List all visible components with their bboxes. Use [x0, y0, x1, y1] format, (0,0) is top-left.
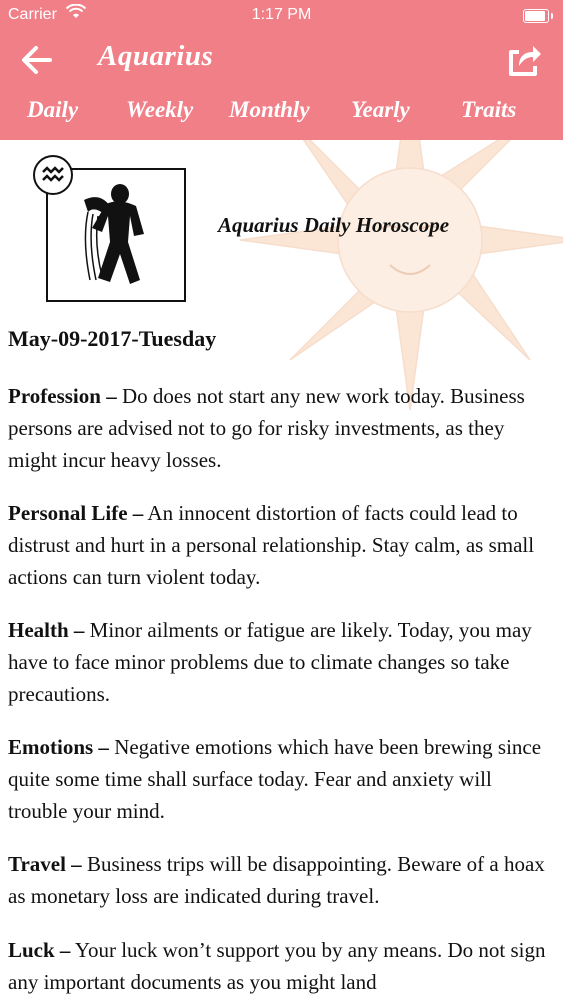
tab-traits[interactable]: Traits	[461, 97, 517, 122]
section-label: Travel –	[8, 852, 82, 876]
section-label: Personal Life –	[8, 501, 144, 525]
section-health	[8, 614, 556, 710]
horoscope-date: May-09-2017-Tuesday	[8, 326, 217, 351]
section-personal-life	[8, 497, 556, 593]
section-text: Minor ailments or fatigue are likely. Today, you may have to face minor problems due to climate changes so take precautions.	[8, 618, 532, 706]
section-label: Emotions –	[8, 735, 109, 759]
section-text: An innocent distortion of facts could lead to distrust and hurt in a personal relationship. Stay calm, as small actions can turn violent today.	[8, 501, 535, 589]
status-bar	[0, 0, 563, 30]
page-title: Aquarius	[98, 40, 214, 72]
section-label: Profession –	[8, 384, 117, 408]
section-text: Negative emotions which have been brewing since quite some time shall surface today. Fear and anxiety will trouble your mind.	[8, 735, 542, 823]
tab-yearly[interactable]: Yearly	[351, 97, 410, 122]
app-header	[0, 0, 563, 140]
section-travel	[8, 848, 556, 912]
back-arrow-icon[interactable]	[20, 42, 60, 78]
section-label: Health –	[8, 618, 85, 642]
section-profession	[8, 380, 556, 476]
status-time: 1:17 PM	[251, 6, 312, 23]
section-luck	[8, 934, 556, 998]
section-text: Do does not start any new work today. Business persons are advised not to go for risky investments, as they might incur heavy losses.	[8, 384, 525, 472]
tab-monthly[interactable]: Monthly	[229, 97, 310, 122]
horoscope-subtitle: Aquarius Daily Horoscope	[218, 213, 450, 237]
horoscope-tabs	[0, 95, 563, 135]
section-text: Your luck won’t support you by any means. Do not sign any important documents as you might land	[8, 938, 546, 994]
carrier-label: Carrier	[8, 6, 57, 23]
section-emotions	[8, 731, 556, 827]
battery-icon	[523, 9, 549, 23]
section-text: Business trips will be disappointing. Beware of a hoax as monetary loss are indicated during travel.	[8, 852, 545, 908]
section-label: Luck –	[8, 938, 71, 962]
tab-daily[interactable]: Daily	[27, 97, 79, 122]
tab-weekly[interactable]: Weekly	[126, 97, 194, 122]
aquarius-symbol-icon	[33, 155, 73, 195]
share-icon[interactable]	[505, 42, 543, 78]
